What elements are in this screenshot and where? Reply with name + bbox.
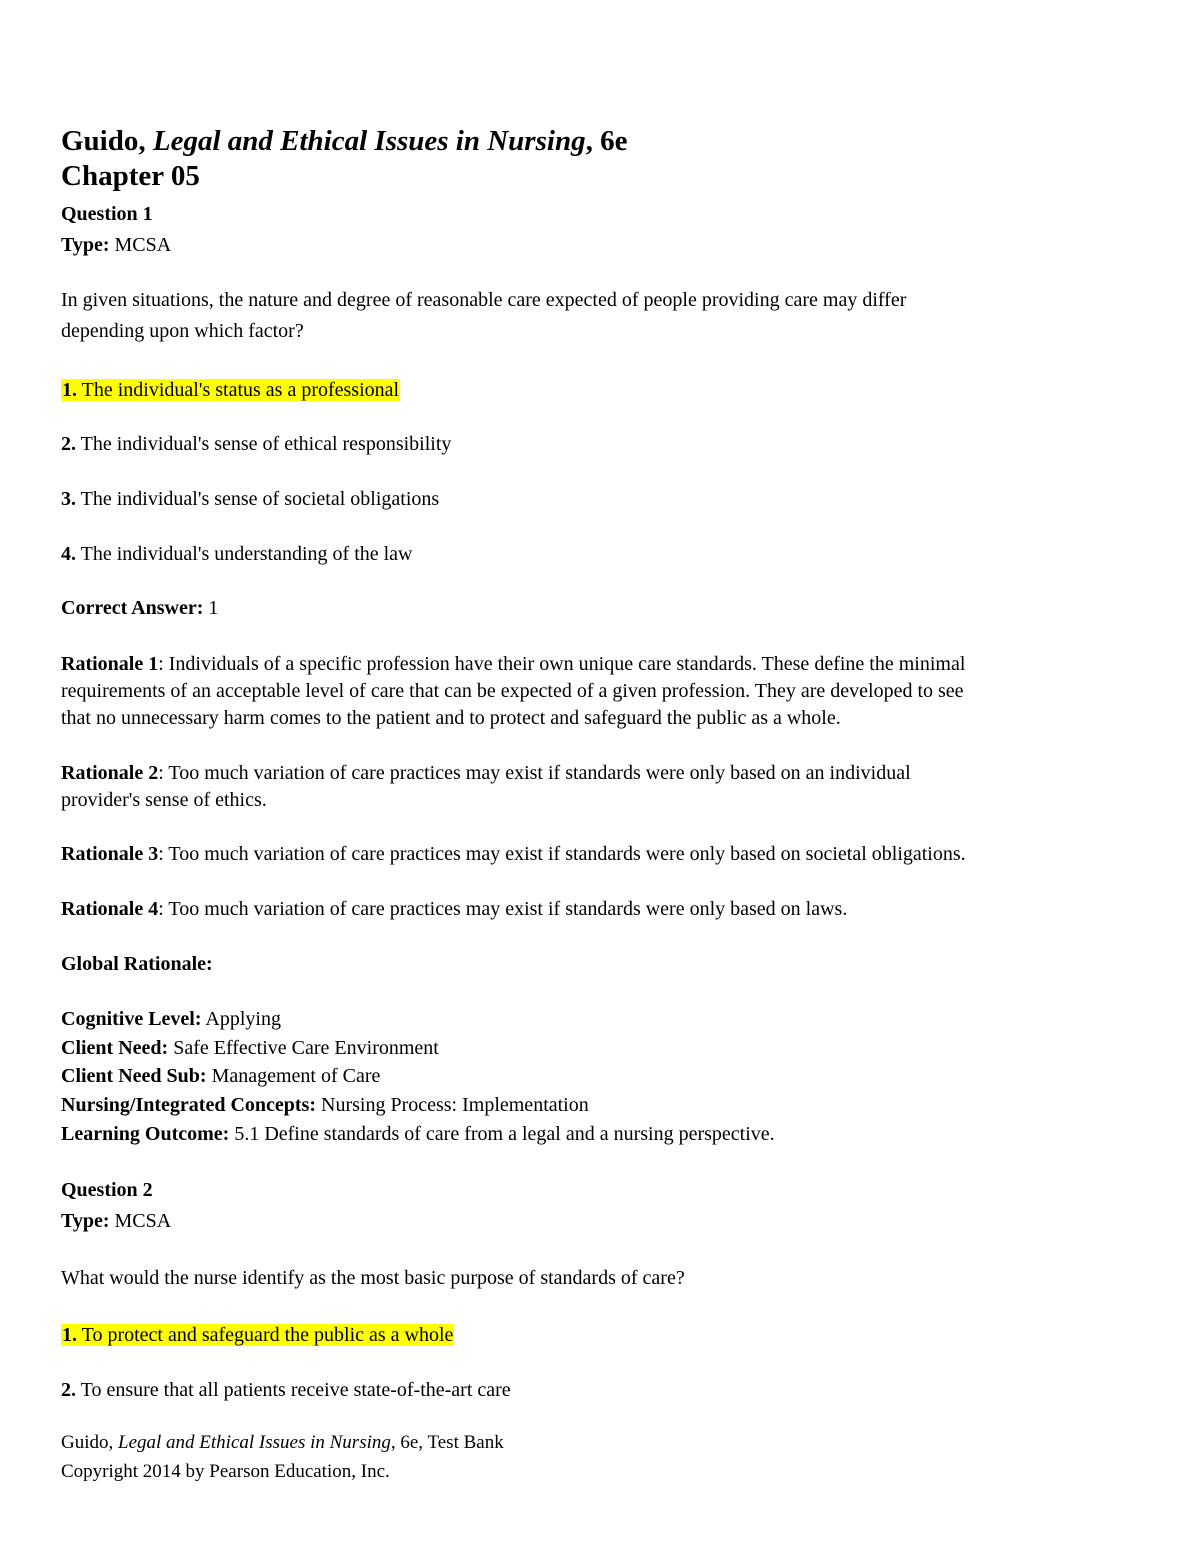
- page-footer-copyright: Copyright 2014 by Pearson Education, Inc.: [61, 1461, 390, 1482]
- question-1-option-2: 2. The individual's sense of ethical responsibility: [61, 433, 452, 455]
- title-author: Guido,: [61, 125, 146, 157]
- meta-cognitive-level: Cognitive Level: Applying: [61, 1008, 281, 1030]
- question-1-correct-answer: Correct Answer: 1: [61, 597, 219, 619]
- question-2-option-1: [61, 1322, 454, 1349]
- rationale-2: Rationale 2: Too much variation of care practices may exist if standards were only based on an individual provider's sense of ethics.: [61, 762, 911, 811]
- question-1-option-3: 3. The individual's sense of societal obligations: [61, 488, 440, 510]
- meta-nursing-concepts: Nursing/Integrated Concepts: Nursing Process: Implementation: [61, 1094, 589, 1116]
- global-rationale: Global Rationale:: [61, 953, 213, 975]
- question-1-option-4: 4. The individual's understanding of the law: [61, 543, 413, 565]
- question-1-stem-line-2: depending upon which factor?: [61, 320, 304, 342]
- highlighted-answer: 1. To protect and safeguard the public as a whole: [62, 1324, 454, 1346]
- meta-client-need-sub: Client Need Sub: Management of Care: [61, 1065, 381, 1087]
- question-2-label: Question 2: [61, 1179, 153, 1201]
- question-2-type: Type: MCSA: [61, 1210, 172, 1232]
- question-2-stem: What would the nurse identify as the most basic purpose of standards of care?: [61, 1267, 685, 1289]
- rationale-3: Rationale 3: Too much variation of care practices may exist if standards were only based on societal obligations.: [61, 843, 966, 865]
- page-footer-title: Guido, Legal and Ethical Issues in Nursing, 6e, Test Bank: [61, 1432, 504, 1453]
- title-edition: , 6e: [585, 125, 628, 157]
- document-title: [61, 124, 627, 158]
- rationale-4: Rationale 4: Too much variation of care practices may exist if standards were only based on laws.: [61, 898, 848, 920]
- question-1-option-1: [61, 377, 400, 404]
- question-2-option-2: 2. To ensure that all patients receive state-of-the-art care: [61, 1379, 511, 1401]
- meta-client-need: Client Need: Safe Effective Care Environment: [61, 1037, 439, 1059]
- highlighted-answer: 1. The individual's status as a professional: [62, 379, 400, 401]
- rationale-1: Rationale 1: Individuals of a specific profession have their own unique care standards. These define the minimal requirements of an acceptable level of care that can be expected of a given profession. They are developed to see that no unnecessary harm comes to the patient and to protect and safeguard the public as a whole.: [61, 653, 966, 729]
- title-book: Legal and Ethical Issues in Nursing: [152, 125, 586, 157]
- question-1-stem-line-1: In given situations, the nature and degree of reasonable care expected of people providing care may differ: [61, 289, 907, 311]
- question-1-label: Question 1: [61, 203, 153, 225]
- chapter-heading: Chapter 05: [61, 160, 200, 192]
- meta-learning-outcome: Learning Outcome: 5.1 Define standards of care from a legal and a nursing perspective.: [61, 1123, 775, 1145]
- question-1-type: Type: MCSA: [61, 234, 172, 256]
